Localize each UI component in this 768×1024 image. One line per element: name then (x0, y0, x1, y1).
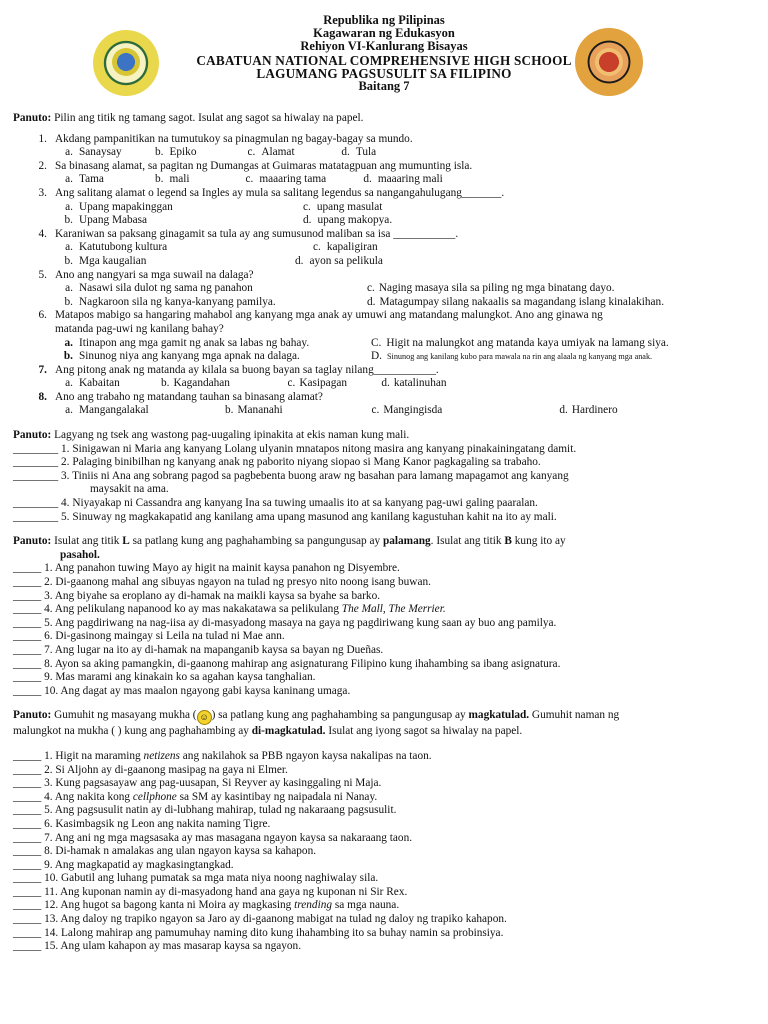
options-6b: b. Sinunog niya ang kanyang mga apnak na dalaga. D. Sinunog ang kanilang kubo para mawala na rin ang alaala ng kanyang mga anak. (63, 350, 653, 363)
answer-blank[interactable]: _____ (13, 872, 42, 885)
answer-blank[interactable]: _____ (13, 899, 42, 912)
part4-item: _____ 14. Lalong mahirap ang pamumuhay naming dito kung ihahambing ito sa buhay namin sa probinsiya. (13, 926, 504, 939)
answer-blank[interactable]: _____ (13, 657, 42, 670)
question-3: 3. Ang salitang alamat o legend sa Ingles ay mula sa salitang legendus sa nangangahulugang_______. (38, 186, 505, 199)
header-region: Rehiyon VI-Kanlurang Bisayas (300, 39, 468, 54)
options-4a: a. Katutubong kultura c. kapaligiran (65, 241, 378, 254)
part4-item: _____ 9. Ang magkapatid ay magkasingtangkad. (13, 858, 234, 871)
options-6a: a. Itinapon ang mga gamit ng anak sa labas ng bahay. C. Higit na malungkot ang matanda kaya umiyak na lamang siya. (64, 336, 669, 349)
part3-item: _____ 4. Ang pelikulang napanood ko ay mas nakakatawa sa pelikulang The Mall, The Merrier. (13, 603, 446, 616)
answer-blank[interactable]: _____ (13, 643, 42, 656)
part4-item: _____ 15. Ang ulam kahapon ay mas masarap kaysa sa ngayon. (13, 940, 302, 953)
answer-blank[interactable]: _____ (13, 630, 42, 643)
answer-blank[interactable]: _____ (13, 845, 42, 858)
part4-item: _____ 5. Ang pagsusulit natin ay di-lubhang mahirap, tulad ng nakaraang pagsusulit. (13, 804, 397, 817)
part4-item: _____ 4. Ang nakita kong cellphone sa SM ay kasintibay ng naipadala ni Nanay. (13, 790, 378, 803)
part3-item: _____ 2. Di-gaanong mahal ang sibuyas ngayon na tulad ng presyo nito noong isang buwan. (13, 576, 431, 588)
options-8: a. Mangangalakal b. Mananahi c. Mangingisda d. Hardinero (65, 404, 618, 417)
part4-item: _____ 3. Kung pagsasayaw ang pag-uusapan, Si Reyver ay kasinggaling ni Maja. (13, 777, 382, 790)
answer-blank[interactable]: ________ (13, 442, 59, 455)
part4-instruction: Panuto: Gumuhit ng masayang mukha ( ☺ ) sa patlang kung ang paghahambing sa pangungusap ay magkatulad. Gumuhit naman ng (13, 709, 755, 725)
question-8: 8. Ano ang trabaho ng matandang tauhan sa binasang alamat? (38, 390, 323, 403)
options-3a: a. Upang mapakinggan c. upang masulat (65, 200, 383, 213)
header-grade: Baitang 7 (358, 79, 410, 94)
part2-item: ________ 5. Sinuway ng magkakapatid ang kanilang ama upang masunod ang kanilang kagustuhan kahit na ito ay mali. (13, 510, 557, 523)
part2-item-3-cont: maysakit na ama. (90, 483, 169, 496)
options-5a: a. Nasawi sila dulot ng sama ng panahon c. Naging masaya sila sa piling ng mga binatang dayo. (65, 282, 615, 295)
answer-blank[interactable]: _____ (13, 804, 42, 817)
question-6-cont: matanda pag-uwi ng kanilang bahay? (55, 322, 224, 335)
answer-blank[interactable]: _____ (13, 749, 42, 762)
answer-blank[interactable]: _____ (13, 777, 42, 790)
answer-blank[interactable]: _____ (13, 790, 42, 803)
answer-blank[interactable]: ________ (13, 497, 59, 510)
question-5: 5. Ano ang nangyari sa mga suwail na dalaga? (38, 268, 254, 281)
part3-item: _____ 10. Ang dagat ay mas maalon ngayong gabi kaysa kaninang umaga. (13, 684, 351, 697)
part1-instruction: Panuto: Pilin ang titik ng tamang sagot. Isulat ang sagot sa hiwalay na papel. (13, 112, 364, 124)
part2-item: ________ 3. Tiniis ni Ana ang sobrang pagod sa pagbebenta buong araw ng basahan para lamang mapagamot ang kanyang (13, 469, 569, 482)
options-7: a. Kabaitan b. Kagandahan c. Kasipagan d. katalinuhan (65, 377, 447, 390)
part4-item: _____ 11. Ang kuponan namin ay di-masyadong hand ana gaya ng kuponan ni Sir Rex. (13, 885, 408, 898)
part4-item: _____ 2. Si Aljohn ay di-gaanong masipag na gaya ni Elmer. (13, 763, 288, 776)
answer-blank[interactable]: ________ (13, 456, 59, 469)
part3-item: _____ 8. Ayon sa aking pamangkin, di-gaanong mahirap ang asignaturang Filipino kung ihahambing sa ibang asignatura. (13, 657, 561, 670)
options-5b: b. Nagkaroon sila ng kanya-kanyang pamilya. d. Matagumpay silang nakaalis sa magandang islang kinalakihan. (64, 295, 665, 308)
part3-instruction-cont: pasahol. (60, 548, 100, 561)
answer-blank[interactable]: _____ (13, 684, 42, 697)
question-6: 6. Matapos mabigo sa hangaring mahabol ang kanyang mga anak ay umuwi ang matandang malungkot. Ano ang ginawa ng (38, 309, 603, 322)
part4-item: _____ 8. Di-hamak n amalakas ang ulan ngayon kaysa sa kahapon. (13, 845, 317, 858)
part4-item: _____ 7. Ang ani ng mga magsasaka ay mas masagana ngayon kaysa sa nakaraang taon. (13, 831, 413, 844)
part2-item: ________ 2. Palaging binibilhan ng kanyang anak ng paborito niyang siopao si Mang Kanor pagkagaling sa trabaho. (13, 456, 541, 469)
answer-blank[interactable]: _____ (13, 671, 42, 684)
answer-blank[interactable]: _____ (13, 576, 42, 588)
answer-blank[interactable]: _____ (13, 817, 42, 830)
smiley-face-icon: ☺ (197, 710, 212, 725)
answer-blank[interactable]: _____ (13, 926, 42, 939)
part4-item: _____ 12. Ang hugot sa bagong kanta ni Moira ay magkasing trending sa mga nauna. (13, 899, 400, 912)
part2-item: ________ 4. Niyayakap ni Cassandra ang kanyang Ina sa tuwing umaalis ito at sa kanyang pag-uwi galing paaralan. (13, 497, 538, 510)
header-department: Kagawaran ng Edukasyon (313, 26, 455, 41)
part3-item: _____ 6. Di-gasinong maingay si Leila na tulad ni Mae ann. (13, 630, 285, 643)
answer-blank[interactable]: _____ (13, 831, 42, 844)
exam-content (13, 112, 755, 954)
question-2: 2. Sa binasang alamat, sa pagitan ng Dumangas at Guimaras matatagpuan ang mumunting isla. (38, 159, 473, 172)
part3-item: _____ 9. Mas marami ang kinakain ko sa agahan kaysa tanghalian. (13, 671, 316, 684)
answer-blank[interactable]: _____ (13, 603, 42, 616)
header-republic: Republika ng Pilipinas (323, 13, 445, 27)
answer-blank[interactable]: _____ (13, 616, 42, 629)
options-4b: b. Mga kaugalian d. ayon sa pelikula (64, 254, 383, 267)
options-3b: b. Upang Mabasa d. upang makopya. (64, 214, 393, 227)
answer-blank[interactable]: ________ (13, 510, 59, 523)
question-7: 7. Ang pitong anak ng matanda ay kilala sa buong bayan sa taglay nilang___________. (38, 363, 439, 376)
question-4: 4. Karaniwan sa paksang ginagamit sa tula ay ang sumusunod maliban sa isa ___________. (38, 227, 459, 240)
part4-item: _____ 1. Higit na maraming netizens ang nakilahok sa PBB ngayon kaysa nakalipas na taon. (13, 749, 432, 762)
answer-blank[interactable]: _____ (13, 940, 42, 953)
part4-item: _____ 10. Gabutil ang luhang pumatak sa mga mata niya noong naghiwalay sila. (13, 872, 379, 885)
header-school: CABATUAN NATIONAL COMPREHENSIVE HIGH SCHOOL (196, 52, 572, 68)
question-1: 1. Akdang pampanitikan na tumutukoy sa pinagmulan ng bagay-bagay sa mundo. (38, 132, 413, 145)
answer-blank[interactable]: _____ (13, 562, 42, 575)
part4-list (13, 750, 755, 954)
options-1: a. Sanaysay b. Epiko c. Alamat d. Tula (65, 146, 377, 159)
part3-item: _____ 5. Ang pagdiriwang na nag-iisa ay di-masyadong masaya na gaya ng pagdiriwang kung saan ay buo ang pamilya. (13, 616, 557, 629)
part4-instruction-cont: malungkot na mukha ( ) kung ang paghahambing ay di-magkatulad. Isulat ang iyong sagot sa hiwalay na papel. (13, 725, 523, 738)
answer-blank[interactable]: ________ (13, 469, 59, 482)
answer-blank[interactable]: _____ (13, 913, 42, 926)
header-exam-title: LAGUMANG PAGSUSULIT SA FILIPINO (256, 65, 512, 81)
part3-instruction: Panuto: Isulat ang titik L sa patlang kung ang paghahambing sa pangungusap ay palamang. Isulat ang titik B kung ito ay (13, 535, 566, 548)
answer-blank[interactable]: _____ (13, 885, 42, 898)
answer-blank[interactable]: _____ (13, 763, 42, 776)
part4-item: _____ 6. Kasimbagsik ng Leon ang nakita naming Tigre. (13, 817, 271, 830)
part3-item: _____ 3. Ang biyahe sa eroplano ay di-hamak na maikli kaysa sa byahe sa barko. (13, 589, 381, 602)
part3-item: _____ 1. Ang panahon tuwing Mayo ay higit na mainit kaysa panahon ng Disyembre. (13, 562, 400, 575)
answer-blank[interactable]: _____ (13, 858, 42, 871)
part2-instruction: Panuto: Lagyang ng tsek ang wastong pag-uugaling ipinakita at ekis naman kung mali. (13, 429, 410, 442)
part4-item: _____ 13. Ang daloy ng trapiko ngayon sa Jaro ay di-gaanong mabigat na tulad ng daloy ng trapiko kahapon. (13, 913, 507, 926)
part3-item: _____ 7. Ang lugar na ito ay di-hamak na mapanganib kaysa sa bayan ng Dueñas. (13, 643, 384, 656)
options-2: a. Tama b. mali c. maaaring tama d. maaaring mali (65, 173, 443, 186)
answer-blank[interactable]: _____ (13, 589, 42, 602)
part2-item: ________ 1. Sinigawan ni Maria ang kanyang Lolang ulyanin mnatapos nitong masira ang kanyang pinakainingatang damit. (13, 442, 577, 455)
document-header (0, 14, 768, 93)
